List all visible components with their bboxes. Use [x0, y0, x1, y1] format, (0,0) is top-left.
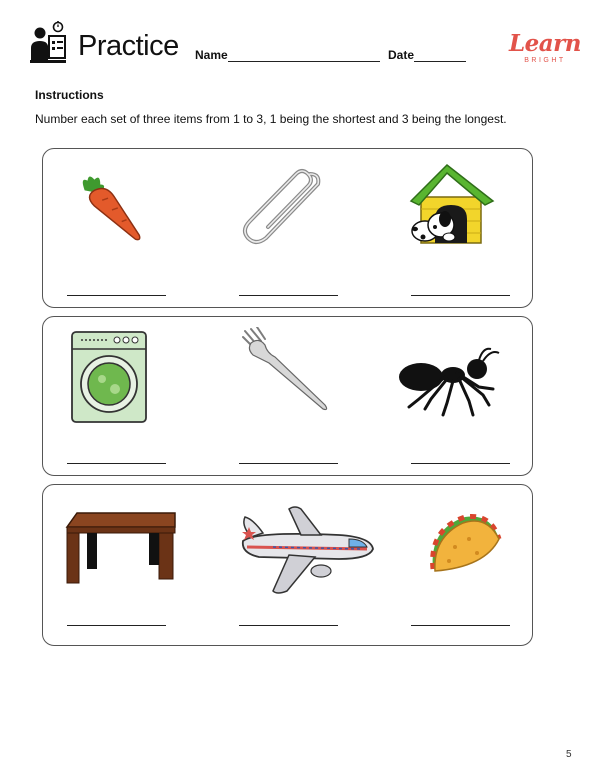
carrot-icon	[71, 167, 149, 245]
fork-icon	[239, 327, 331, 413]
washing-machine-icon	[69, 329, 149, 425]
answer-line-paperclip[interactable]	[239, 295, 338, 296]
answer-line-washing-machine[interactable]	[67, 463, 166, 464]
name-label: Name	[195, 48, 228, 62]
doghouse-icon	[407, 161, 497, 249]
item-set-1	[42, 148, 533, 308]
ant-icon	[399, 343, 505, 423]
table-icon	[63, 509, 181, 585]
date-label: Date	[388, 48, 415, 62]
instructions-text: Number each set of three items from 1 to 3, 1 being the shortest and 3 being the longest.	[35, 112, 507, 126]
name-field[interactable]	[228, 61, 380, 62]
logo-wordmark: Learn	[508, 30, 582, 57]
answer-line-ant[interactable]	[411, 463, 510, 464]
item-set-2	[42, 316, 533, 476]
paperclip-icon	[238, 164, 328, 246]
answer-line-carrot[interactable]	[67, 295, 166, 296]
page-title: Practice	[78, 30, 179, 62]
answer-line-fork[interactable]	[239, 463, 338, 464]
taco-icon	[425, 509, 503, 581]
student-worksheet-icon	[28, 20, 72, 66]
answer-line-airplane[interactable]	[239, 625, 338, 626]
date-field[interactable]	[414, 61, 466, 62]
logo-subtitle: BRIGHT	[524, 57, 566, 64]
instructions-heading: Instructions	[35, 88, 104, 102]
answer-line-table[interactable]	[67, 625, 166, 626]
learn-bright-logo	[505, 28, 585, 68]
item-set-3	[42, 484, 533, 646]
airplane-icon	[229, 497, 379, 597]
page-number: 5	[566, 749, 572, 760]
answer-line-taco[interactable]	[411, 625, 510, 626]
answer-line-doghouse[interactable]	[411, 295, 510, 296]
